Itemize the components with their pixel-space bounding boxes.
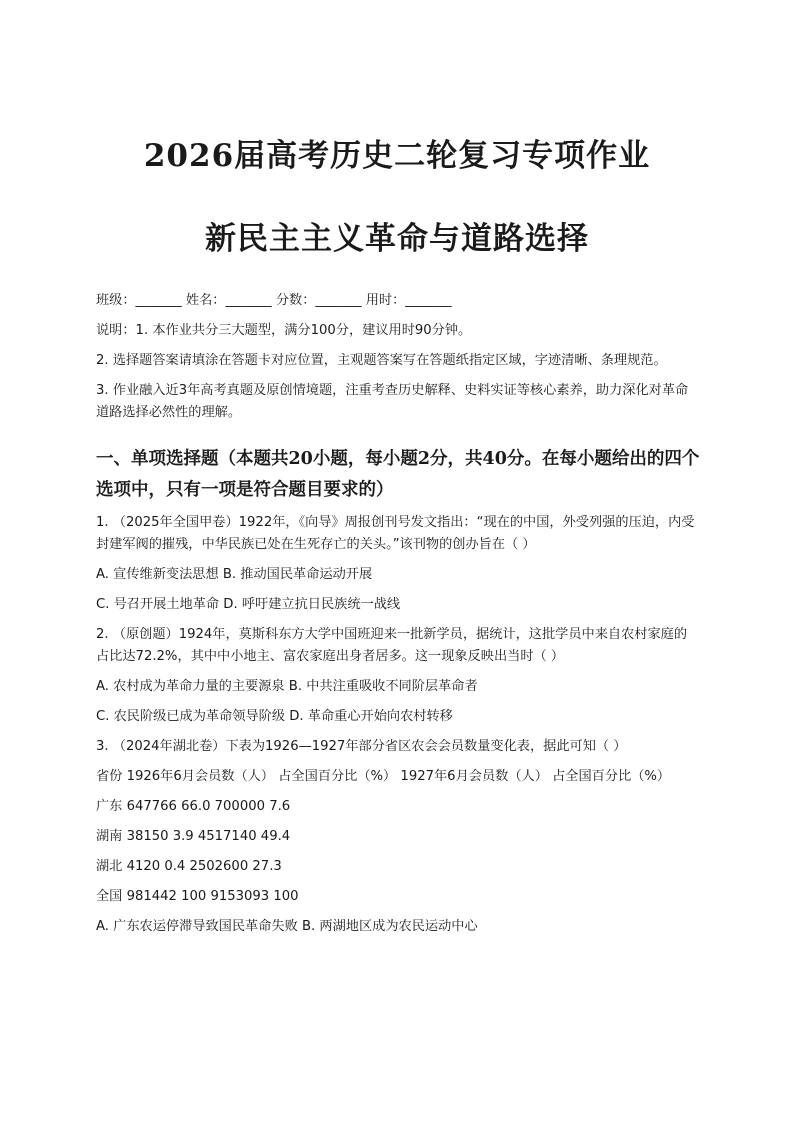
question-1-stem: 1. （2025年全国甲卷）1922年，《向导》周报创刊号发文指出：“现在的中国，外受列强的压迫，内受封建军阀的摧残，中华民族已处在生死存亡的关头。”该刊物的创办旨在（ ） xyxy=(96,515,695,552)
question-2-options-ab: A. 农村成为革命力量的主要源泉 B. 中共注重吸收不同阶层革命者 xyxy=(96,679,478,694)
question-3-table-row: 湖北 4120 0.4 2502600 27.3 xyxy=(96,859,282,874)
document-body xyxy=(96,290,700,946)
question-3-options-ab: A. 广东农运停滞导致国民革命失败 B. 两湖地区成为农民运动中心 xyxy=(96,919,478,934)
student-info-line: 班级：_______ 姓名：_______ 分数：_______ 用时：_______ xyxy=(96,293,452,308)
question-2-options-cd: C. 农民阶级已成为革命领导阶级 D. 革命重心开始向农村转移 xyxy=(96,709,453,724)
question-3-table-row: 湖南 38150 3.9 4517140 49.4 xyxy=(96,829,291,844)
document-subtitle: 新民主主义革命与道路选择 xyxy=(205,221,589,257)
question-3-table-header: 省份 1926年6月会员数（人） 占全国百分比（%） 1927年6月会员数（人） 占全国百分比（%） xyxy=(96,769,671,784)
section-heading-single-choice: 一、单项选择题（本题共20小题，每小题2分，共40分。在每小题给出的四个选项中，只有一项是符合题目要求的） xyxy=(96,449,700,500)
question-1-options-cd: C. 号召开展土地革命 D. 呼吁建立抗日民族统一战线 xyxy=(96,597,401,612)
instruction-3: 3. 作业融入近3年高考真题及原创情境题，注重考查历史解释、史料实证等核心素养，助力深化对革命道路选择必然性的理解。 xyxy=(96,383,689,420)
question-2-stem: 2. （原创题）1924年，莫斯科东方大学中国班迎来一批新学员，据统计，这批学员中来自农村家庭的占比达72.2%，其中中小地主、富农家庭出身者居多。这一现象反映出当时（ ） xyxy=(96,627,688,664)
instruction-1: 说明：1. 本作业共分三大题型，满分100分，建议用时90分钟。 xyxy=(96,323,472,338)
question-1-options-ab: A. 宣传维新变法思想 B. 推动国民革命运动开展 xyxy=(96,567,373,582)
question-3-stem: 3. （2024年湖北卷）下表为1926—1927年部分省区农会会员数量变化表，据此可知（ ） xyxy=(96,739,627,754)
question-3-table-row: 全国 981442 100 9153093 100 xyxy=(96,889,299,904)
instruction-2: 2. 选择题答案请填涂在答题卡对应位置，主观题答案写在答题纸指定区域，字迹清晰、条理规范。 xyxy=(96,353,667,368)
document-title: 2026届高考历史二轮复习专项作业 xyxy=(143,138,651,174)
question-3-table-row: 广东 647766 66.0 700000 7.6 xyxy=(96,799,291,814)
